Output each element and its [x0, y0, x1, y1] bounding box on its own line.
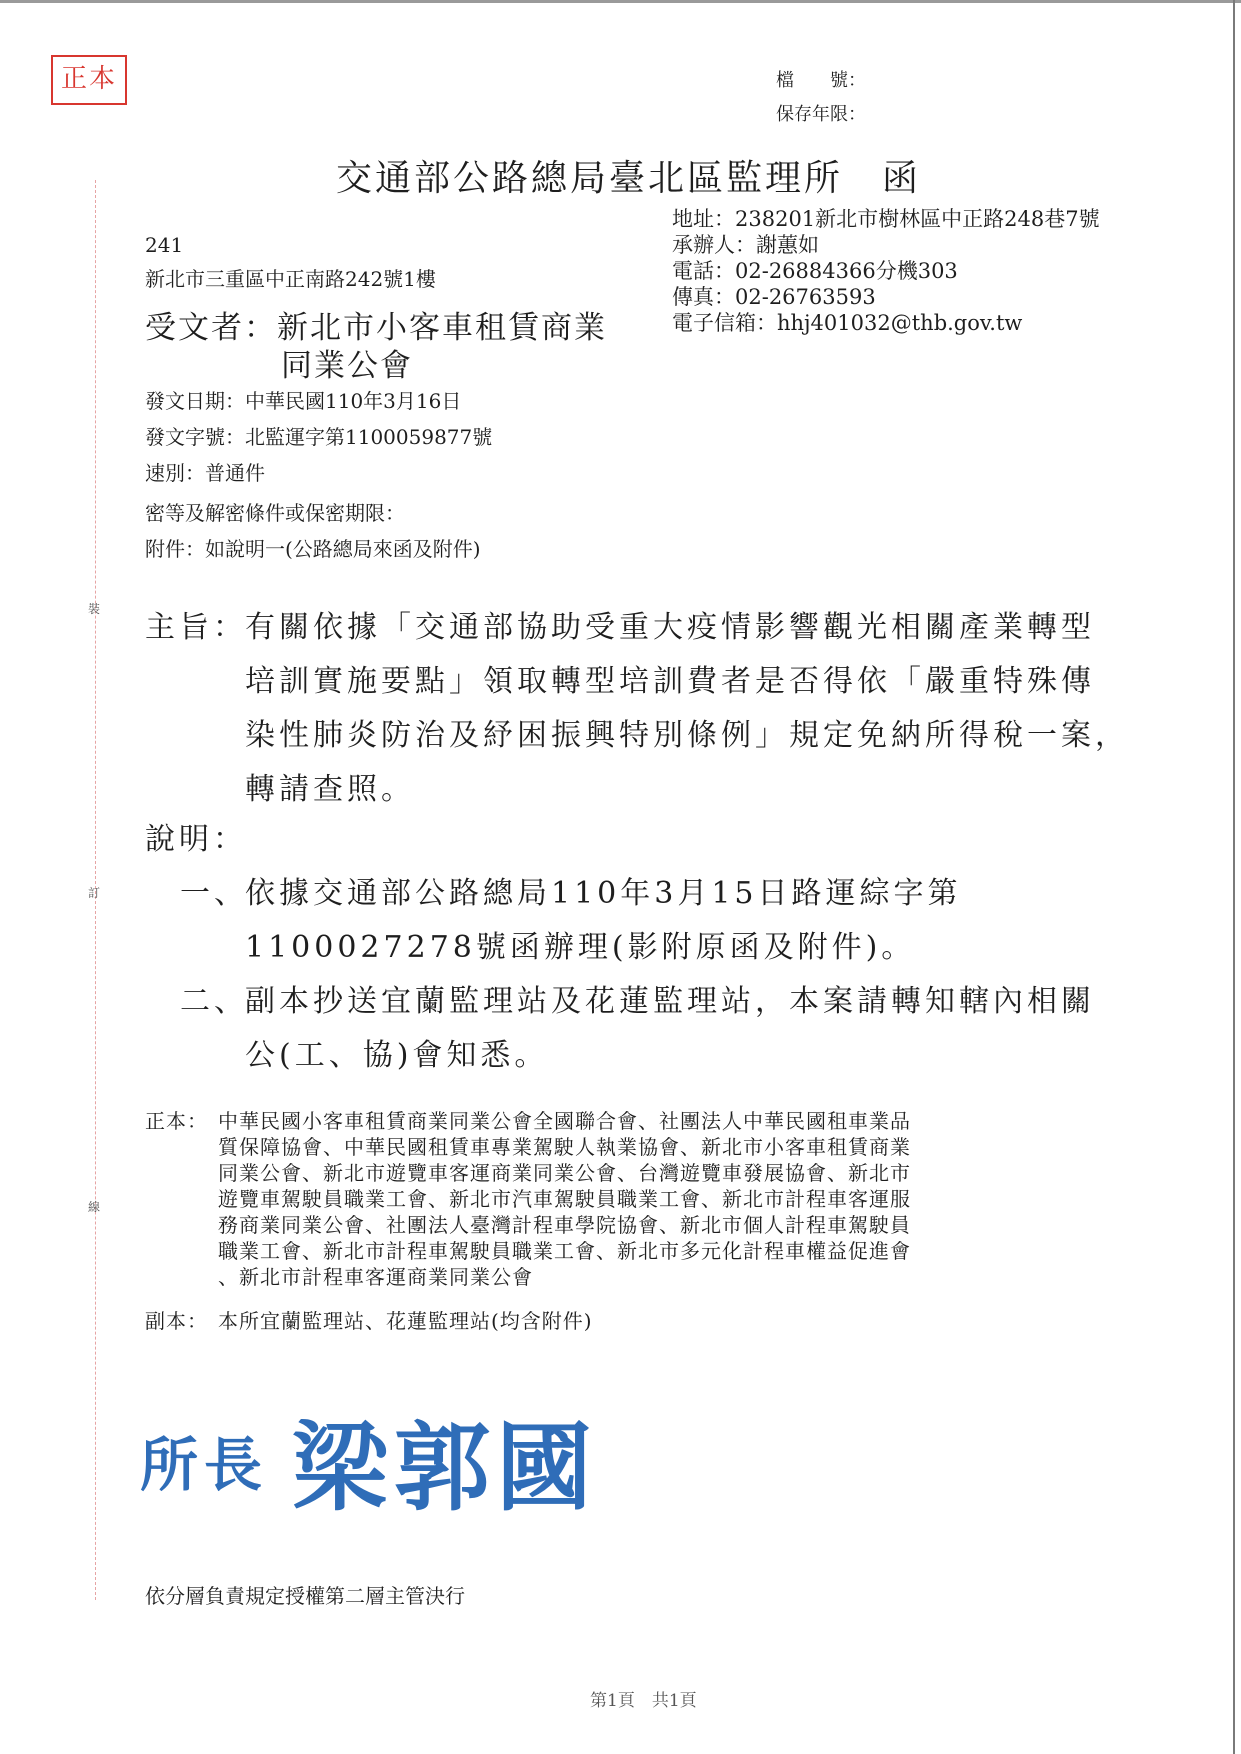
recipient-line-1: 受文者：新北市小客車租賃商業: [145, 310, 607, 346]
original-recipients-line: 中華民國小客車租賃商業同業公會全國聯合會、社團法人中華民國租車業品: [218, 1109, 911, 1133]
explanation-label: 說明：: [145, 822, 247, 857]
subject-line-3: 染性肺炎防治及紓困振興特別條例」規定免納所得稅一案，: [245, 718, 1129, 753]
authorization-note: 依分層負責規定授權第二層主管決行: [145, 1584, 465, 1608]
original-recipients-line: 同業公會、新北市遊覽車客運商業同業公會、台灣遊覽車發展協會、新北市: [218, 1161, 911, 1185]
original-recipients-line: 務商業同業公會、社團法人臺灣計程車學院協會、新北市個人計程車駕駛員: [218, 1213, 911, 1237]
subject-line-1: 有關依據「交通部協助受重大疫情影響觀光相關產業轉型: [245, 610, 1095, 645]
original-recipients-line: 、新北市計程車客運商業同業公會: [218, 1265, 533, 1289]
signature-name-stamp: 梁郭國: [292, 1411, 598, 1524]
contact-email: 電子信箱：hhj401032@thb.gov.tw: [672, 311, 1023, 335]
explanation-item-1-line-1: 依據交通部公路總局110年3月15日路運綜字第: [245, 876, 962, 911]
scan-right-edge: [1233, 0, 1235, 1754]
contact-phone: 電話：02-26884366分機303: [672, 259, 958, 283]
document-number: 發文字號：北監運字第1100059877號: [145, 425, 493, 449]
copy-recipients-label: 副本：: [145, 1309, 208, 1333]
recipient-address: 新北市三重區中正南路242號1樓: [145, 267, 436, 291]
signature-title-stamp: 所長: [140, 1431, 269, 1499]
original-recipients-line: 質保障協會、中華民國租賃車專業駕駛人執業協會、新北市小客車租賃商業: [218, 1135, 911, 1159]
binding-mark-3: 線: [88, 1200, 101, 1214]
subject-line-2: 培訓實施要點」領取轉型培訓費者是否得依「嚴重特殊傳: [245, 664, 1095, 699]
file-number-label: 檔 號：: [776, 70, 866, 91]
issue-date: 發文日期：中華民國110年3月16日: [145, 389, 462, 413]
contact-officer: 承辦人：謝蕙如: [672, 233, 819, 257]
explanation-item-2-number: 二、: [180, 984, 248, 1019]
copy-recipients-text: 本所宜蘭監理站、花蓮監理站(均含附件): [218, 1309, 593, 1333]
recipient-postal-code: 241: [145, 233, 184, 257]
original-recipients-line: 職業工會、新北市計程車駕駛員職業工會、新北市多元化計程車權益促進會: [218, 1239, 911, 1263]
original-recipients-list: [218, 1108, 911, 1290]
subject-label: 主旨：: [145, 610, 247, 645]
contact-fax: 傳真：02-26763593: [672, 285, 876, 309]
sender-contact: [672, 206, 1100, 336]
original-copy-stamp: 正本: [51, 55, 127, 105]
attachment-note: 附件：如說明一(公路總局來函及附件): [145, 537, 481, 561]
explanation-item-1-number: 一、: [180, 876, 248, 911]
secrecy-level: 密等及解密條件或保密期限：: [145, 501, 405, 525]
page-number: 第1頁 共1頁: [590, 1691, 697, 1711]
recipient-line-2: 同業公會: [281, 348, 413, 384]
subject-line-4: 轉請查照。: [245, 772, 415, 807]
binding-mark-1: 裝: [88, 602, 101, 616]
explanation-item-1-line-2: 1100027278號函辦理(影附原函及附件)。: [245, 930, 916, 965]
retention-period-label: 保存年限：: [776, 104, 866, 125]
explanation-item-2-line-2: 公(工、協)會知悉。: [245, 1038, 549, 1073]
original-recipients-label: 正本：: [145, 1109, 208, 1133]
original-recipients-line: 遊覽車駕駛員職業工會、新北市汽車駕駛員職業工會、新北市計程車客運服: [218, 1187, 911, 1211]
document-title: 交通部公路總局臺北區監理所 函: [336, 158, 922, 199]
scan-top-edge: [0, 0, 1241, 3]
delivery-speed: 速別：普通件: [145, 461, 265, 485]
explanation-item-2-line-1: 副本抄送宜蘭監理站及花蓮監理站，本案請轉知轄內相關: [245, 984, 1095, 1019]
sender-address: 地址：238201新北市樹林區中正路248巷7號: [672, 207, 1100, 231]
binding-mark-2: 訂: [88, 886, 101, 900]
